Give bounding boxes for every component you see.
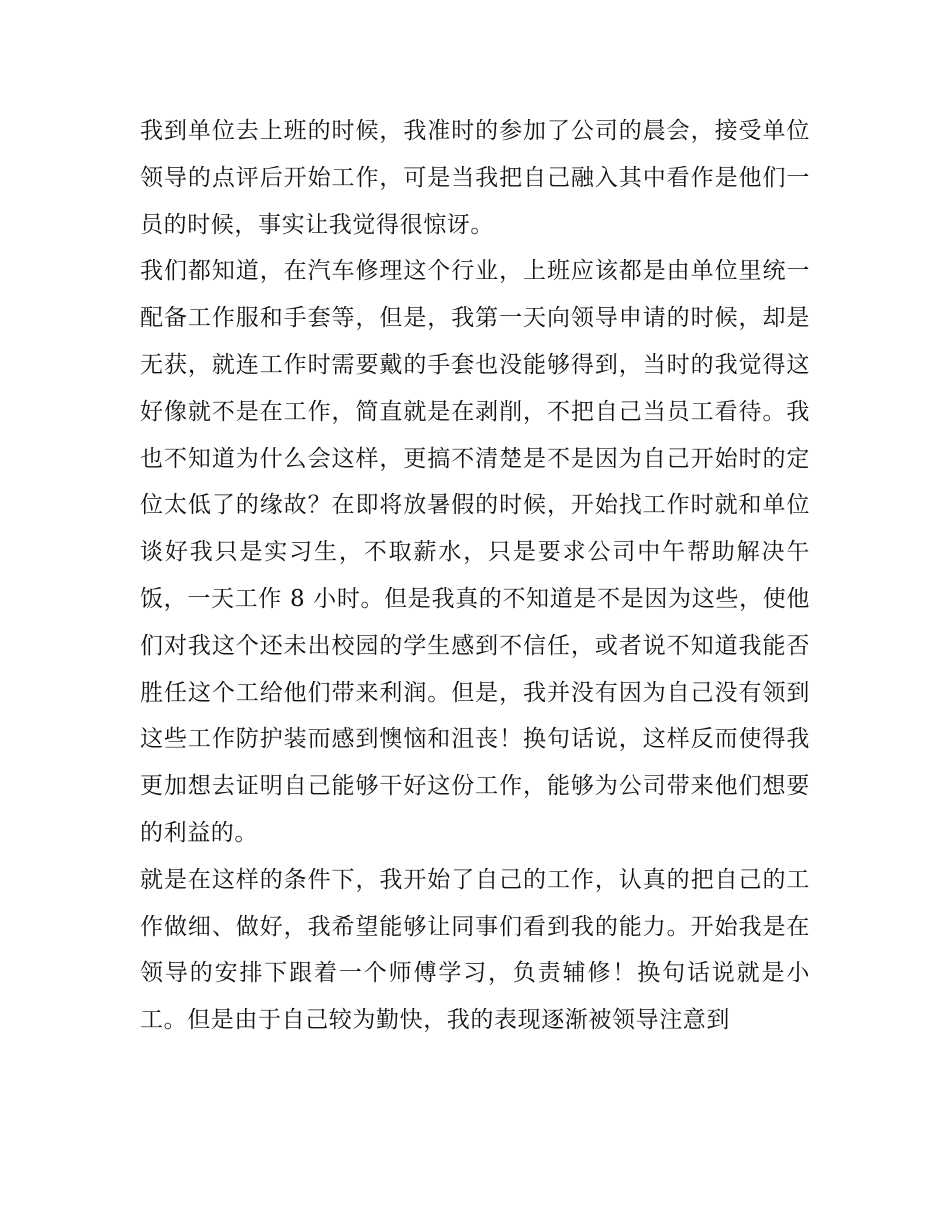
paragraph-1: 我到单位去上班的时候，我准时的参加了公司的晨会，接受单位领导的点评后开始工作，可是当我把自己融入其中看作是他们一员的时候，事实让我觉得很惊讶。 [140,118,810,238]
document-body [140,108,810,1044]
paragraph-3: 就是在这样的条件下，我开始了自己的工作，认真的把自己的工作做细、做好，我希望能够让同事们看到我的能力。开始我是在领导的安排下跟着一个师傅学习，负责辅修！换句话说就是小工。但是由于自己较为勤快，我的表现逐渐被领导注意到 [140,866,810,1034]
paragraph-2: 我们都知道，在汽车修理这个行业，上班应该都是由单位里统一配备工作服和手套等，但是，我第一天向领导申请的时候，却是无获，就连工作时需要戴的手套也没能够得到，当时的我觉得这好像就不是在工作，简直就是在剥削，不把自己当员工看待。我也不知道为什么会这样，更搞不清楚是不是因为自己开始时的定位太低了的缘故？在即将放暑假的时候，开始找工作时就和单位谈好我只是实习生，不取薪水，只是要求公司中午帮助解决午饭，一天工作 8 小时。但是我真的不知道是不是因为这些，使他们对我这个还未出校园的学生感到不信任，或者说不知道我能否胜任这个工给他们带来利润。但是，我并没有因为自己没有领到这些工作防护装而感到懊恼和沮丧！换句话说，这样反而使得我更加想去证明自己能够干好这份工作，能够为公司带来他们想要的利益的。 [140,258,810,846]
